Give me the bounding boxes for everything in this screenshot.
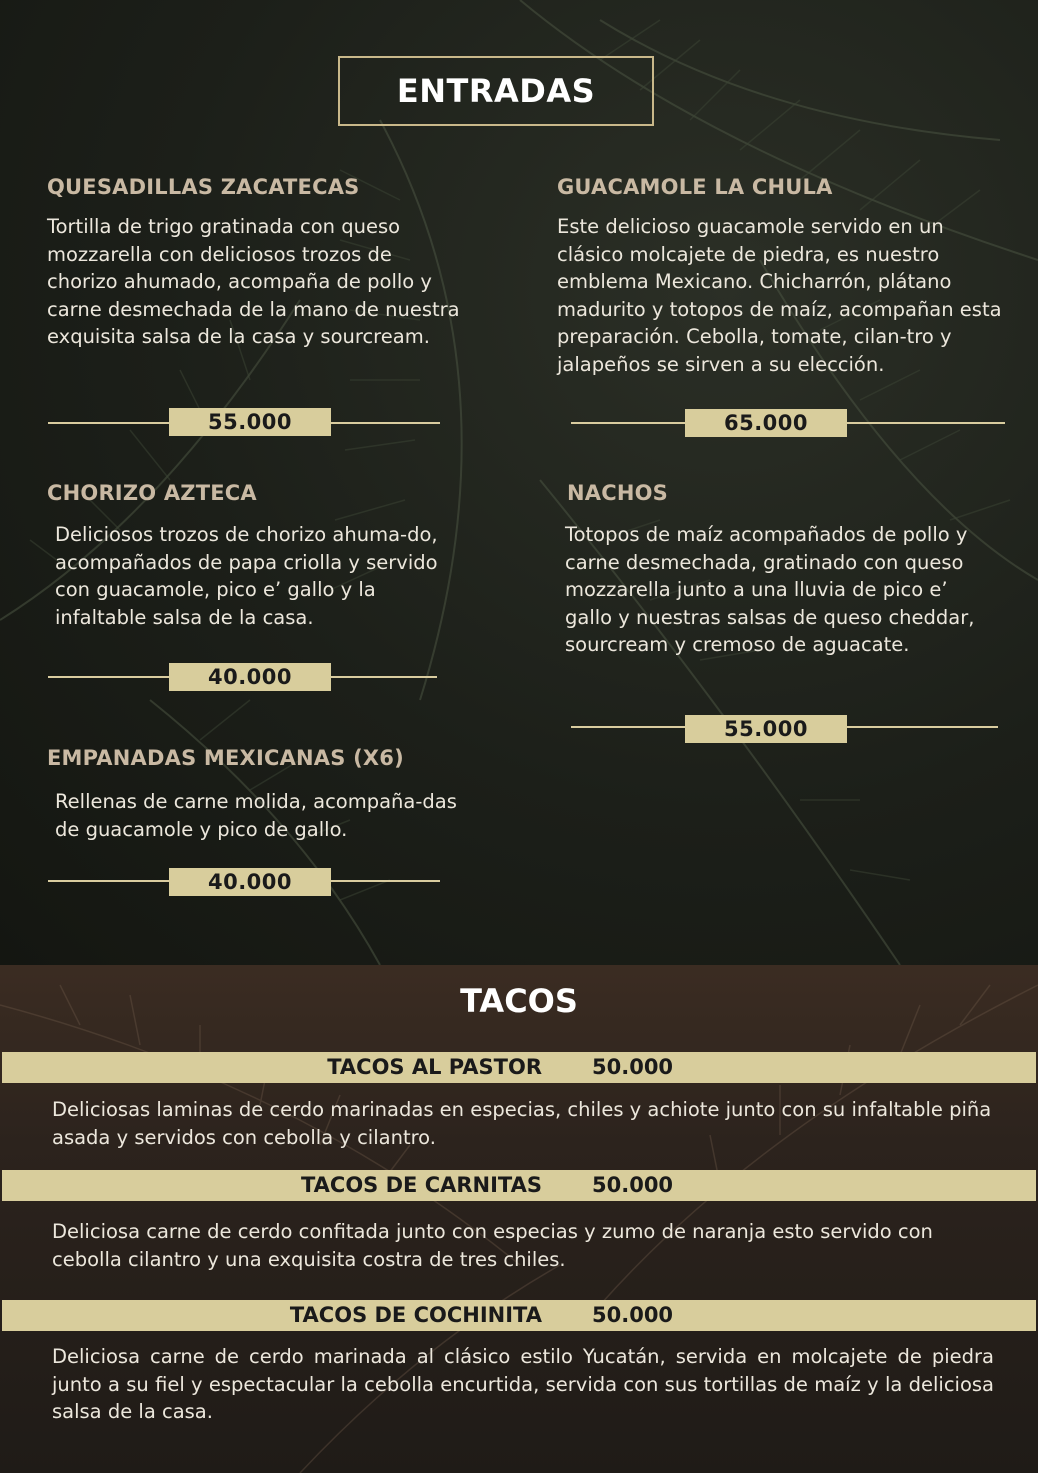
taco-band-cochinita bbox=[2, 1300, 1036, 1331]
item-description-nachos: Totopos de maíz acompañados de pollo y carne desmechada, gratinado con queso mozzarella junto a una lluvia de pico e’ gallo y nuestras salsas de queso cheddar, sourcream y cremoso de aguacate. bbox=[565, 523, 975, 656]
item-description-guacamole: Este delicioso guacamole servido en un clásico molcajete de piedra, es nuestro emblema Mexicano. Chicharrón, plátano madurito y totopos de maíz, acompañan esta preparación. Cebolla, tomate, cilan-tro y jalapeños se sirven a su elección. bbox=[557, 215, 1002, 376]
taco-price-cochinita: 50.000 bbox=[592, 1303, 674, 1327]
taco-name-carnitas: TACOS DE CARNITAS bbox=[300, 1173, 542, 1197]
price-tag-empanadas: 40.000 bbox=[169, 868, 331, 896]
taco-name-cochinita: TACOS DE COCHINITA bbox=[289, 1303, 542, 1327]
taco-band-carnitas bbox=[2, 1170, 1036, 1201]
item-description-empanadas: Rellenas de carne molida, acompaña-das de guacamole y pico de gallo. bbox=[55, 790, 457, 841]
item-title-quesadillas: QUESADILLAS ZACATECAS bbox=[47, 175, 360, 199]
tacos-title: TACOS bbox=[460, 982, 578, 1020]
taco-description-carnitas: Deliciosa carne de cerdo confitada junto con especias y zumo de naranja esto servido con cebolla cilantro y una exquisita costra de tres chiles. bbox=[52, 1220, 933, 1271]
item-title-guacamole: GUACAMOLE LA CHULA bbox=[557, 175, 833, 199]
taco-price-pastor: 50.000 bbox=[592, 1055, 674, 1079]
price-tag-quesadillas: 55.000 bbox=[169, 408, 331, 436]
taco-price-carnitas: 50.000 bbox=[592, 1173, 674, 1197]
taco-description-cochinita: Deliciosa carne de cerdo marinada al clásico estilo Yucatán, servida en molcajete de piedra junto a su fiel y espectacular la cebolla encurtida, servida con sus tortillas de maíz y la deliciosa salsa de la casa. bbox=[52, 1345, 994, 1423]
price-tag-guacamole: 65.000 bbox=[685, 409, 847, 437]
item-title-empanadas: EMPANADAS MEXICANAS (X6) bbox=[47, 746, 404, 770]
price-tag-nachos: 55.000 bbox=[685, 715, 847, 743]
price-tag-chorizo: 40.000 bbox=[169, 663, 331, 691]
item-description-chorizo: Deliciosos trozos de chorizo ahuma-do, acompañados de papa criolla y servido con guacamole, pico e’ gallo y la infaltable salsa de la casa. bbox=[55, 523, 438, 629]
item-title-chorizo: CHORIZO AZTECA bbox=[47, 481, 257, 505]
item-description-quesadillas: Tortilla de trigo gratinada con queso mozzarella con deliciosos trozos de chorizo ahumado, acompaña de pollo y carne desmechada de la mano de nuestra exquisita salsa de la casa y sourcream. bbox=[47, 215, 460, 348]
entradas-title: ENTRADAS bbox=[338, 56, 654, 126]
taco-band-pastor bbox=[2, 1052, 1036, 1083]
taco-description-pastor: Deliciosas laminas de cerdo marinadas en especias, chiles y achiote junto con su infaltable piña asada y servidos con cebolla y cilantro. bbox=[52, 1098, 992, 1149]
item-title-nachos: NACHOS bbox=[567, 481, 668, 505]
taco-name-pastor: TACOS AL PASTOR bbox=[327, 1055, 542, 1079]
